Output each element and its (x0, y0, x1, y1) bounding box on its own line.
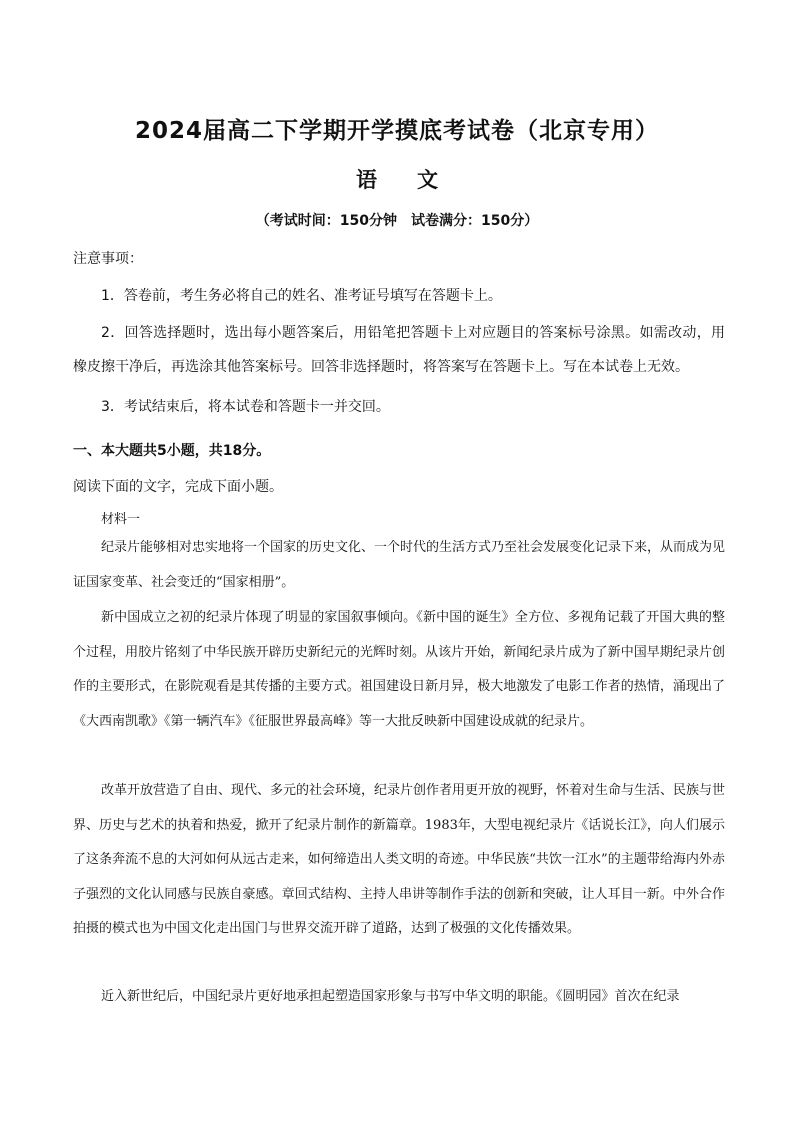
section-heading: 一、本大题共5小题，共18分。 (73, 443, 271, 459)
material-label: 材料一 (101, 512, 141, 527)
material-paragraph-2: 新中国成立之初的纪录片体现了明显的家国叙事倾向。《新中国的诞生》全方位、多视角记载了开国大典的整个过程，用胶片铭刻了中华民族开辟历史新纪元的光辉时刻。从该片开始，新闻纪录片成为了新中国早期纪录片创作的主要形式，在影院观看是其传播的主要方式。祖国建设日新月异，极大地激发了电影工作者的热情，涌现出了《大西南凯歌》《第一辆汽车》《征服世界最高峰》等一大批反映新中国建设成就的纪录片。 (73, 610, 725, 729)
notes-heading: 注意事项： (73, 251, 143, 267)
exam-time-info: （考试时间：150分钟 试卷满分：150分） (255, 213, 539, 229)
note-item-3: 3．考试结束后，将本试卷和答题卡一并交回。 (101, 399, 390, 415)
material-paragraph-3: 改革开放营造了自由、现代、多元的社会环境，纪录片创作者用更开放的视野，怀着对生命与生活、民族与世界、历史与艺术的执着和热爱，掀开了纪录片制作的新篇章。1983年，大型电视纪录片《话说长江》，向人们展示了这条奔流不息的大河如何从远古走来，如何缔造出人类文明的奇迹。中华民族“共饮一江水”的主题带给海内外赤子强烈的文化认同感与民族自豪感。章回式结构、主持人串讲等制作手法的创新和突破，让人耳目一新。中外合作拍摄的模式也为中国文化走出国门与世界交流开辟了道路，达到了极强的文化传播效果。 (73, 783, 726, 936)
exam-title: 2024届高二下学期开学摸底考试卷（北京专用） (134, 118, 659, 144)
note-item-1: 1．答卷前，考生务必将自己的姓名、准考证号填写在答题卡上。 (101, 288, 502, 304)
subject-title: 语文 (356, 168, 478, 192)
material-paragraph-1: 纪录片能够相对忠实地将一个国家的历史文化、一个时代的生活方式乃至社会发展变化记录下来，从而成为见证国家变革、社会变迁的“国家相册”。 (73, 540, 726, 590)
reading-instruction: 阅读下面的文字，完成下面小题。 (73, 479, 283, 495)
material-paragraph-4: 近入新世纪后，中国纪录片更好地承担起塑造国家形象与书写中华文明的职能。《圆明园》首次在纪录 (101, 989, 680, 1004)
note-item-2: 2．回答选择题时，选出每小题答案后，用铅笔把答题卡上对应题目的答案标号涂黑。如需改动，用橡皮擦干净后，再选涂其他答案标号。回答非选择题时，将答案写在答题卡上。写在本试卷上无效。 (73, 325, 725, 375)
